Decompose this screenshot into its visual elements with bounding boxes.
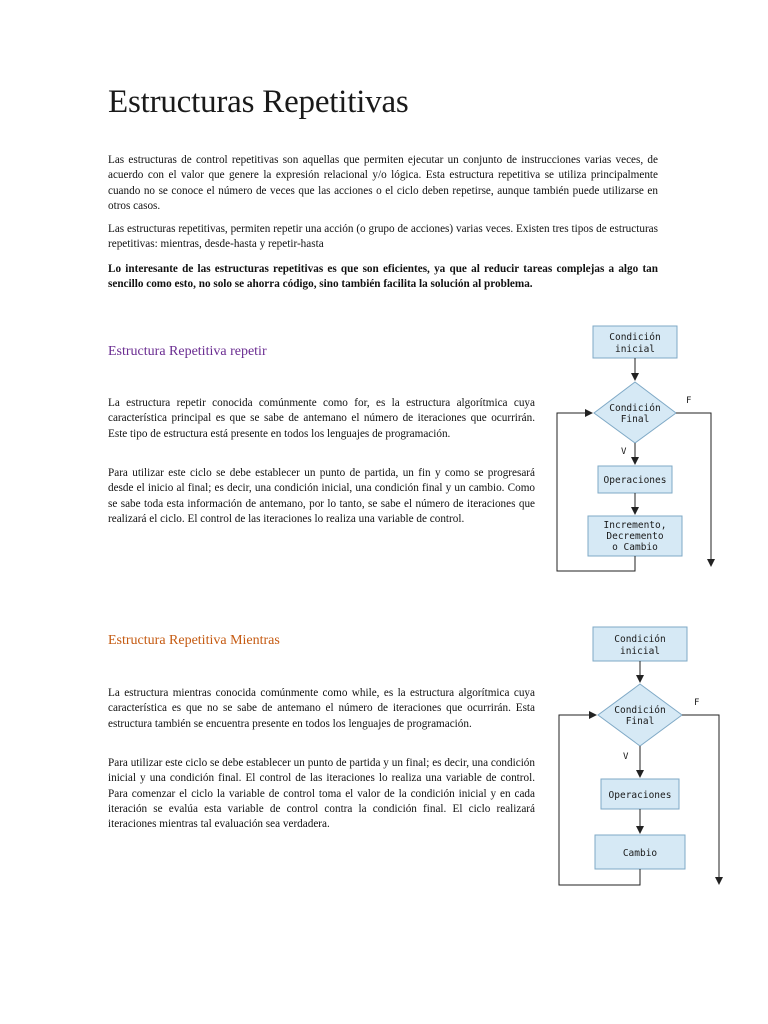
start-label-2: inicial — [614, 344, 656, 355]
true-label: V — [621, 447, 627, 457]
false-label: F — [686, 396, 692, 406]
start-label-2: inicial — [619, 646, 661, 657]
mientras-flowchart — [555, 619, 730, 891]
arrow-false — [682, 715, 719, 884]
section-repetir-paragraph-2: Para utilizar este ciclo se debe establecer un punto de partida, un fin y como se progresará desde el inicio al final; es decir, una condición inicial, una condición final y un cambio. Como se sabe toda esta información de antemano, por lo tanto, se sabe el número de iteraciones que realizará el ciclo. El control de las iteraciones lo realiza una variable de control. — [108, 467, 535, 525]
section-repetir-paragraph-1: La estructura repetir conocida comúnmente como for, es la estructura algorítmica cuya característica principal es que se sabe de antemano el número de iteraciones que ocurrirán. Este tipo de estructura está presente en todos los lenguajes de programación. — [108, 397, 535, 440]
cond-label-2: Final — [625, 716, 655, 727]
operations-label: Operaciones — [608, 790, 672, 801]
intro-paragraph-2: Las estructuras repetitivas, permiten repetir una acción (o grupo de acciones) varias veces. Existen tres tipos de estructuras repetitivas: mientras, desde-hasta y repetir-hasta — [108, 223, 658, 251]
section-mientras-title: Estructura Repetitiva Mientras — [108, 633, 280, 648]
intro-paragraph-1: Las estructuras de control repetitivas son aquellas que permiten ejecutar un conjunto de instrucciones varias veces, de acuerdo con el valor que genere la expresión relacional y/o lógica. Esta estructura repetitiva se utiliza principalmente cuando no se conoce el número de veces que las acciones o el ciclo deben repetirse, aunque también puede utilizarse en otros casos. — [108, 154, 658, 212]
start-label-1: Condición — [609, 332, 661, 343]
increment-label-2: Decremento — [606, 531, 664, 542]
change-label: Cambio — [622, 848, 658, 859]
increment-label-3: o Cambio — [612, 542, 658, 553]
increment-label-1: Incremento, — [603, 520, 667, 531]
cond-label-1: Condición — [614, 705, 666, 716]
start-label-1: Condición — [614, 634, 666, 645]
section-mientras-paragraph-1: La estructura mientras conocida comúnmente como while, es la estructura algorítmica cuya característica es que no se sabe de antemano el número de iteraciones que ocurrirán. Esta estructura también se encuentra presente en todos los lenguajes de programación. — [108, 687, 535, 730]
cond-label-2: Final — [620, 414, 650, 425]
false-label: F — [694, 698, 700, 708]
section-mientras-paragraph-2: Para utilizar este ciclo se debe establecer un punto de partida y un final; es decir, una condición inicial y una condición final. El control de las iteraciones lo realiza una variable de control. Para comenzar el ciclo la variable de control toma el valor de la condición inicial y en cada iteración se evalúa esta variable de control contra la condición final. El ciclo realizará iteraciones mientras tal evaluación sea verdadera. — [108, 757, 535, 831]
intro-paragraph-3: Lo interesante de las estructuras repetitivas es que son eficientes, ya que al reducir tareas complejas a algo tan sencillo como esto, no solo se ahorra código, sino también facilita la solución al problema. — [108, 263, 658, 291]
operations-label: Operaciones — [603, 475, 667, 486]
cond-label-1: Condición — [609, 403, 661, 414]
page-title: Estructuras Repetitivas — [108, 84, 409, 120]
section-repetir-title: Estructura Repetitiva repetir — [108, 344, 267, 359]
repetir-flowchart — [553, 318, 728, 580]
true-label: V — [623, 752, 629, 762]
